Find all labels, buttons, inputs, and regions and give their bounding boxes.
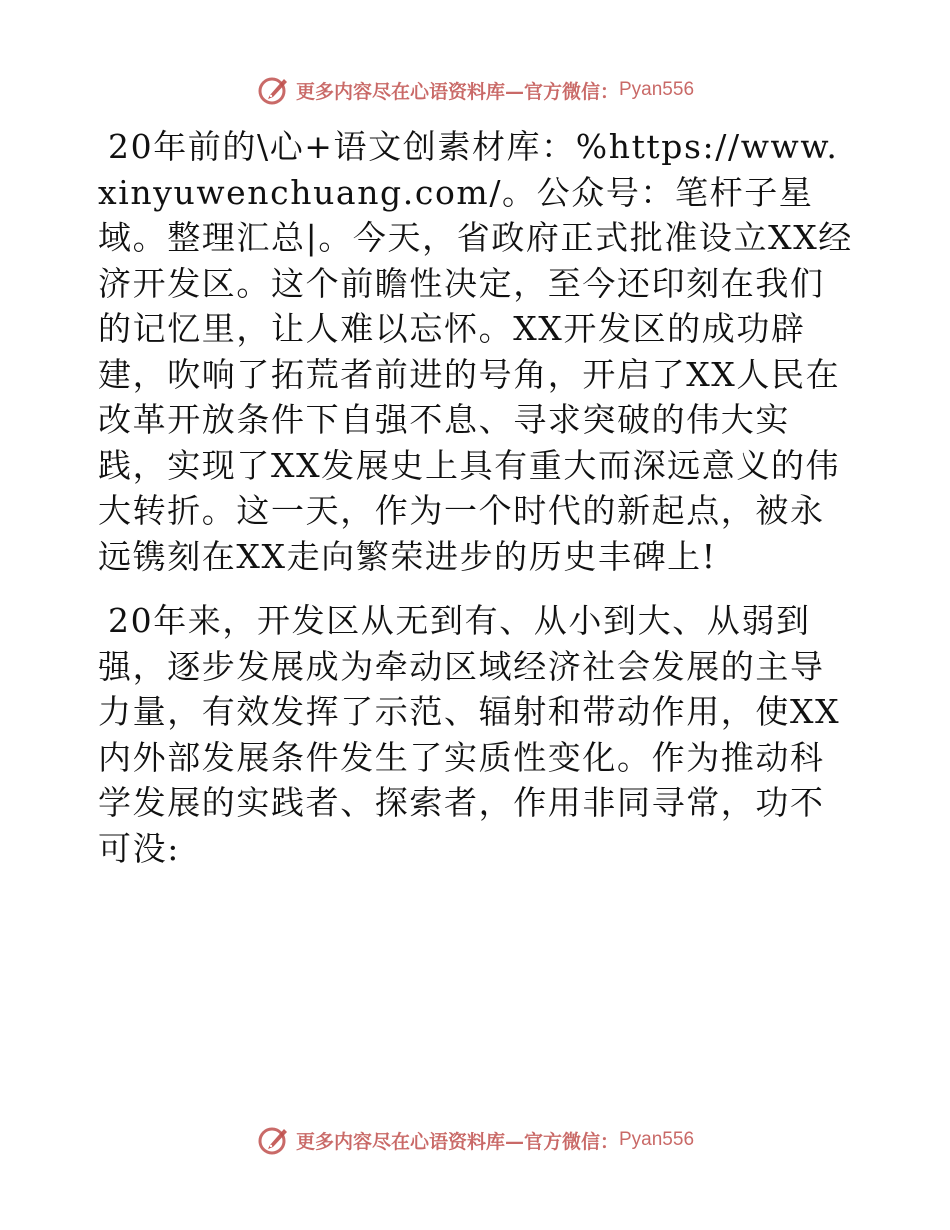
footer-banner	[0, 1120, 950, 1160]
banner-account: Pyan556	[619, 79, 695, 100]
paragraph-2: 20年来，开发区从无到有、从小到大、从弱到强，逐步发展成为牵动区域经济社会发展的主导力量，有效发挥了示范、辐射和带动作用，使XX内外部发展条件发生了实质性变化。作为推动科学发展的实践者、探索者，作用非同寻常，功不可没:	[98, 601, 841, 868]
pen-nib-circle-icon	[256, 73, 290, 107]
banner-account: Pyan556	[619, 1129, 695, 1150]
paragraph-1: 20年前的\心+语文创素材库：%https://www.xinyuwenchuang.com/。公众号：笔杆子星域。整理汇总|。今天，省政府正式批准设立XX经济开发区。这个前瞻性决定，至今还印刻在我们的记忆里，让人难以忘怀。XX开发区的成功辟建，吹响了拓荒者前进的号角，开启了XX人民在改革开放条件下自强不息、寻求突破的伟大实践，实现了XX发展史上具有重大而深远意义的伟大转折。这一天，作为一个时代的新起点，被永远镌刻在XX走向繁荣进步的历史丰碑上!	[98, 127, 853, 576]
header-banner	[0, 70, 950, 110]
pen-nib-circle-icon	[256, 1123, 290, 1157]
banner-text: 更多内容尽在心语资料库—官方微信：	[295, 80, 619, 103]
banner-text: 更多内容尽在心语资料库—官方微信：	[295, 1130, 619, 1153]
document-body	[98, 124, 858, 871]
